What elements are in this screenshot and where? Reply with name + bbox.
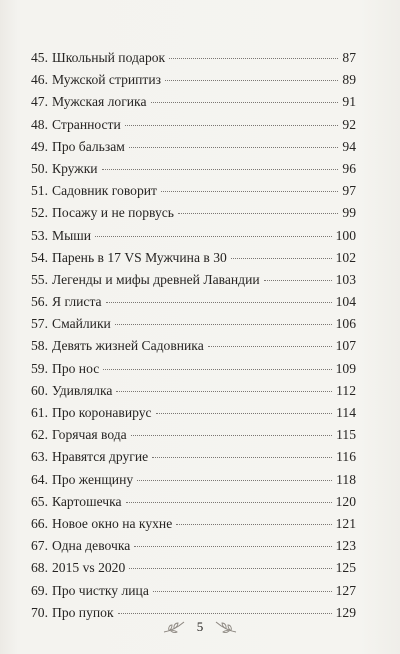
toc-entry-title: Парень в 17 VS Мужчина в 30 xyxy=(52,249,227,265)
toc-dot-leader xyxy=(106,302,332,303)
toc-dot-leader xyxy=(102,169,339,170)
toc-dot-leader xyxy=(264,280,332,281)
toc-entry-number: 60. xyxy=(31,382,48,398)
toc-entry xyxy=(31,47,356,69)
toc-entry-page: 97 xyxy=(342,183,356,199)
toc-entry-number: 50. xyxy=(31,160,48,176)
toc-entry xyxy=(31,535,356,557)
toc-entry xyxy=(31,91,356,113)
toc-entry-title: Про нос xyxy=(52,360,100,376)
toc-dot-leader xyxy=(134,546,331,547)
toc-entry xyxy=(31,180,356,202)
toc-entry-page: 104 xyxy=(335,294,356,310)
toc-entry-number: 67. xyxy=(31,538,48,554)
page-footer xyxy=(0,619,400,635)
toc-entry-page: 118 xyxy=(336,471,356,487)
toc-entry-title: Нравятся другие xyxy=(52,449,149,465)
toc-entry-title: Новое окно на кухне xyxy=(52,515,173,531)
toc-entry xyxy=(31,291,356,313)
toc-entry-number: 49. xyxy=(31,138,48,154)
toc-entry-title: Я глиста xyxy=(52,294,102,310)
toc-dot-leader xyxy=(152,457,332,458)
toc-entry-page: 121 xyxy=(335,515,356,531)
toc-entry-title: Про пупок xyxy=(52,604,114,620)
toc-entry-title: Смайлики xyxy=(52,316,111,332)
toc-entry-page: 125 xyxy=(335,560,356,576)
toc-dot-leader xyxy=(176,524,331,525)
toc-entry-number: 46. xyxy=(31,72,48,88)
toc-entry-page: 96 xyxy=(342,160,356,176)
toc-entry-title: Кружки xyxy=(52,160,98,176)
toc-dot-leader xyxy=(129,568,331,569)
toc-entry-number: 70. xyxy=(31,604,48,620)
toc-entry xyxy=(31,580,356,602)
toc-entry xyxy=(31,513,356,535)
toc-entry-number: 45. xyxy=(31,50,48,65)
toc-entry-page: 102 xyxy=(335,249,356,265)
toc-entry xyxy=(31,446,356,468)
toc-dot-leader xyxy=(208,346,332,347)
toc-entry-number: 63. xyxy=(31,449,48,465)
toc-entry-title: Посажу и не порвусь xyxy=(52,205,175,221)
toc-entry-page: 115 xyxy=(336,427,356,443)
toc-entry-number: 65. xyxy=(31,493,48,509)
toc-entry xyxy=(31,114,356,136)
toc-entry-page: 127 xyxy=(335,582,356,598)
toc-entry-title: Мыши xyxy=(52,227,91,243)
toc-entry xyxy=(31,247,356,269)
toc-dot-leader xyxy=(115,324,332,325)
toc-entry-page: 129 xyxy=(335,604,356,620)
toc-dot-leader xyxy=(137,480,332,481)
toc-entry-page: 87 xyxy=(342,50,356,65)
toc-entry-number: 54. xyxy=(31,249,48,265)
toc-dot-leader xyxy=(125,125,339,126)
toc-entry-title: Девять жизней Садовника xyxy=(52,338,204,354)
toc-entry-title: Про коронавирус xyxy=(52,405,152,420)
toc-entry-page: 103 xyxy=(335,271,356,287)
toc-entry-title: Про женщину xyxy=(52,471,134,487)
toc-entry xyxy=(31,69,356,91)
toc-entry-title: Садовник говорит xyxy=(52,183,157,199)
toc-entry xyxy=(31,424,356,446)
toc-entry-page: 107 xyxy=(335,338,356,354)
toc-entry-number: 61. xyxy=(31,405,48,420)
toc-entry xyxy=(31,335,356,357)
toc-entry xyxy=(31,225,356,247)
toc-entry xyxy=(31,136,356,158)
toc-entry-page: 120 xyxy=(335,493,356,509)
toc-entry-number: 48. xyxy=(31,116,48,132)
toc-dot-leader xyxy=(129,147,339,148)
toc-dot-leader xyxy=(118,613,332,614)
toc-entry-number: 52. xyxy=(31,205,48,221)
toc-entry-number: 47. xyxy=(31,94,48,110)
toc-dot-leader xyxy=(153,591,332,592)
toc-entry-number: 66. xyxy=(31,515,48,531)
toc-entry-title: 2015 vs 2020 xyxy=(52,560,126,576)
toc-entry-page: 89 xyxy=(342,72,356,88)
toc-entry-number: 57. xyxy=(31,316,48,332)
toc-entry xyxy=(31,380,356,402)
toc-entry-title: Картошечка xyxy=(52,493,122,509)
toc-dot-leader xyxy=(126,502,332,503)
toc-entry-title: Легенды и мифы древней Лавандии xyxy=(52,271,260,287)
toc-entry xyxy=(31,557,356,579)
toc-dot-leader xyxy=(165,80,338,81)
toc-dot-leader xyxy=(169,58,338,59)
toc-entry xyxy=(31,269,356,291)
sprig-left-icon xyxy=(163,620,185,634)
toc-entry-page: 114 xyxy=(336,405,356,420)
toc-entry-number: 55. xyxy=(31,271,48,287)
toc-entry-number: 64. xyxy=(31,471,48,487)
toc-dot-leader xyxy=(116,391,332,392)
toc-dot-leader xyxy=(151,102,339,103)
toc-entry-title: Горячая вода xyxy=(52,427,127,443)
toc-dot-leader xyxy=(131,435,332,436)
toc-entry-title: Одна девочка xyxy=(52,538,131,554)
toc-entry-title: Про бальзам xyxy=(52,138,125,154)
toc-entry xyxy=(31,358,356,380)
toc-entry-page: 123 xyxy=(335,538,356,554)
toc-entry-title: Странности xyxy=(52,116,121,132)
toc-entry xyxy=(31,491,356,513)
sprig-right-icon xyxy=(215,620,237,634)
toc-entry-title: Удивлялка xyxy=(52,382,113,398)
toc-entry-number: 53. xyxy=(31,227,48,243)
toc-entry-number: 68. xyxy=(31,560,48,576)
toc-dot-leader xyxy=(161,191,338,192)
toc-dot-leader xyxy=(103,369,331,370)
toc-entry xyxy=(31,469,356,491)
toc-entry-number: 56. xyxy=(31,294,48,310)
toc-entry-page: 112 xyxy=(336,382,356,398)
toc-entry-page: 116 xyxy=(336,449,356,465)
toc-entry xyxy=(31,313,356,335)
toc-entry-number: 59. xyxy=(31,360,48,376)
toc-dot-leader xyxy=(156,413,333,414)
toc-entry-number: 58. xyxy=(31,338,48,354)
toc-entry-page: 91 xyxy=(342,94,356,110)
table-of-contents xyxy=(31,47,356,624)
toc-entry-page: 106 xyxy=(335,316,356,332)
toc-entry-page: 109 xyxy=(335,360,356,376)
toc-entry xyxy=(31,202,356,224)
toc-dot-leader xyxy=(231,258,332,259)
toc-entry-title: Школьный подарок xyxy=(52,50,166,65)
toc-entry xyxy=(31,158,356,180)
toc-entry-title: Про чистку лица xyxy=(52,582,149,598)
toc-entry-number: 69. xyxy=(31,582,48,598)
page-number: 5 xyxy=(196,619,204,634)
toc-entry-title: Мужская логика xyxy=(52,94,147,110)
toc-dot-leader xyxy=(178,213,338,214)
toc-entry-page: 100 xyxy=(335,227,356,243)
toc-entry-title: Мужской стриптиз xyxy=(52,72,162,88)
toc-entry-page: 94 xyxy=(342,138,356,154)
toc-entry-page: 99 xyxy=(342,205,356,221)
toc-entry-number: 62. xyxy=(31,427,48,443)
toc-dot-leader xyxy=(95,236,332,237)
toc-entry xyxy=(31,402,356,424)
toc-entry-page: 92 xyxy=(342,116,356,132)
toc-entry-number: 51. xyxy=(31,183,48,199)
